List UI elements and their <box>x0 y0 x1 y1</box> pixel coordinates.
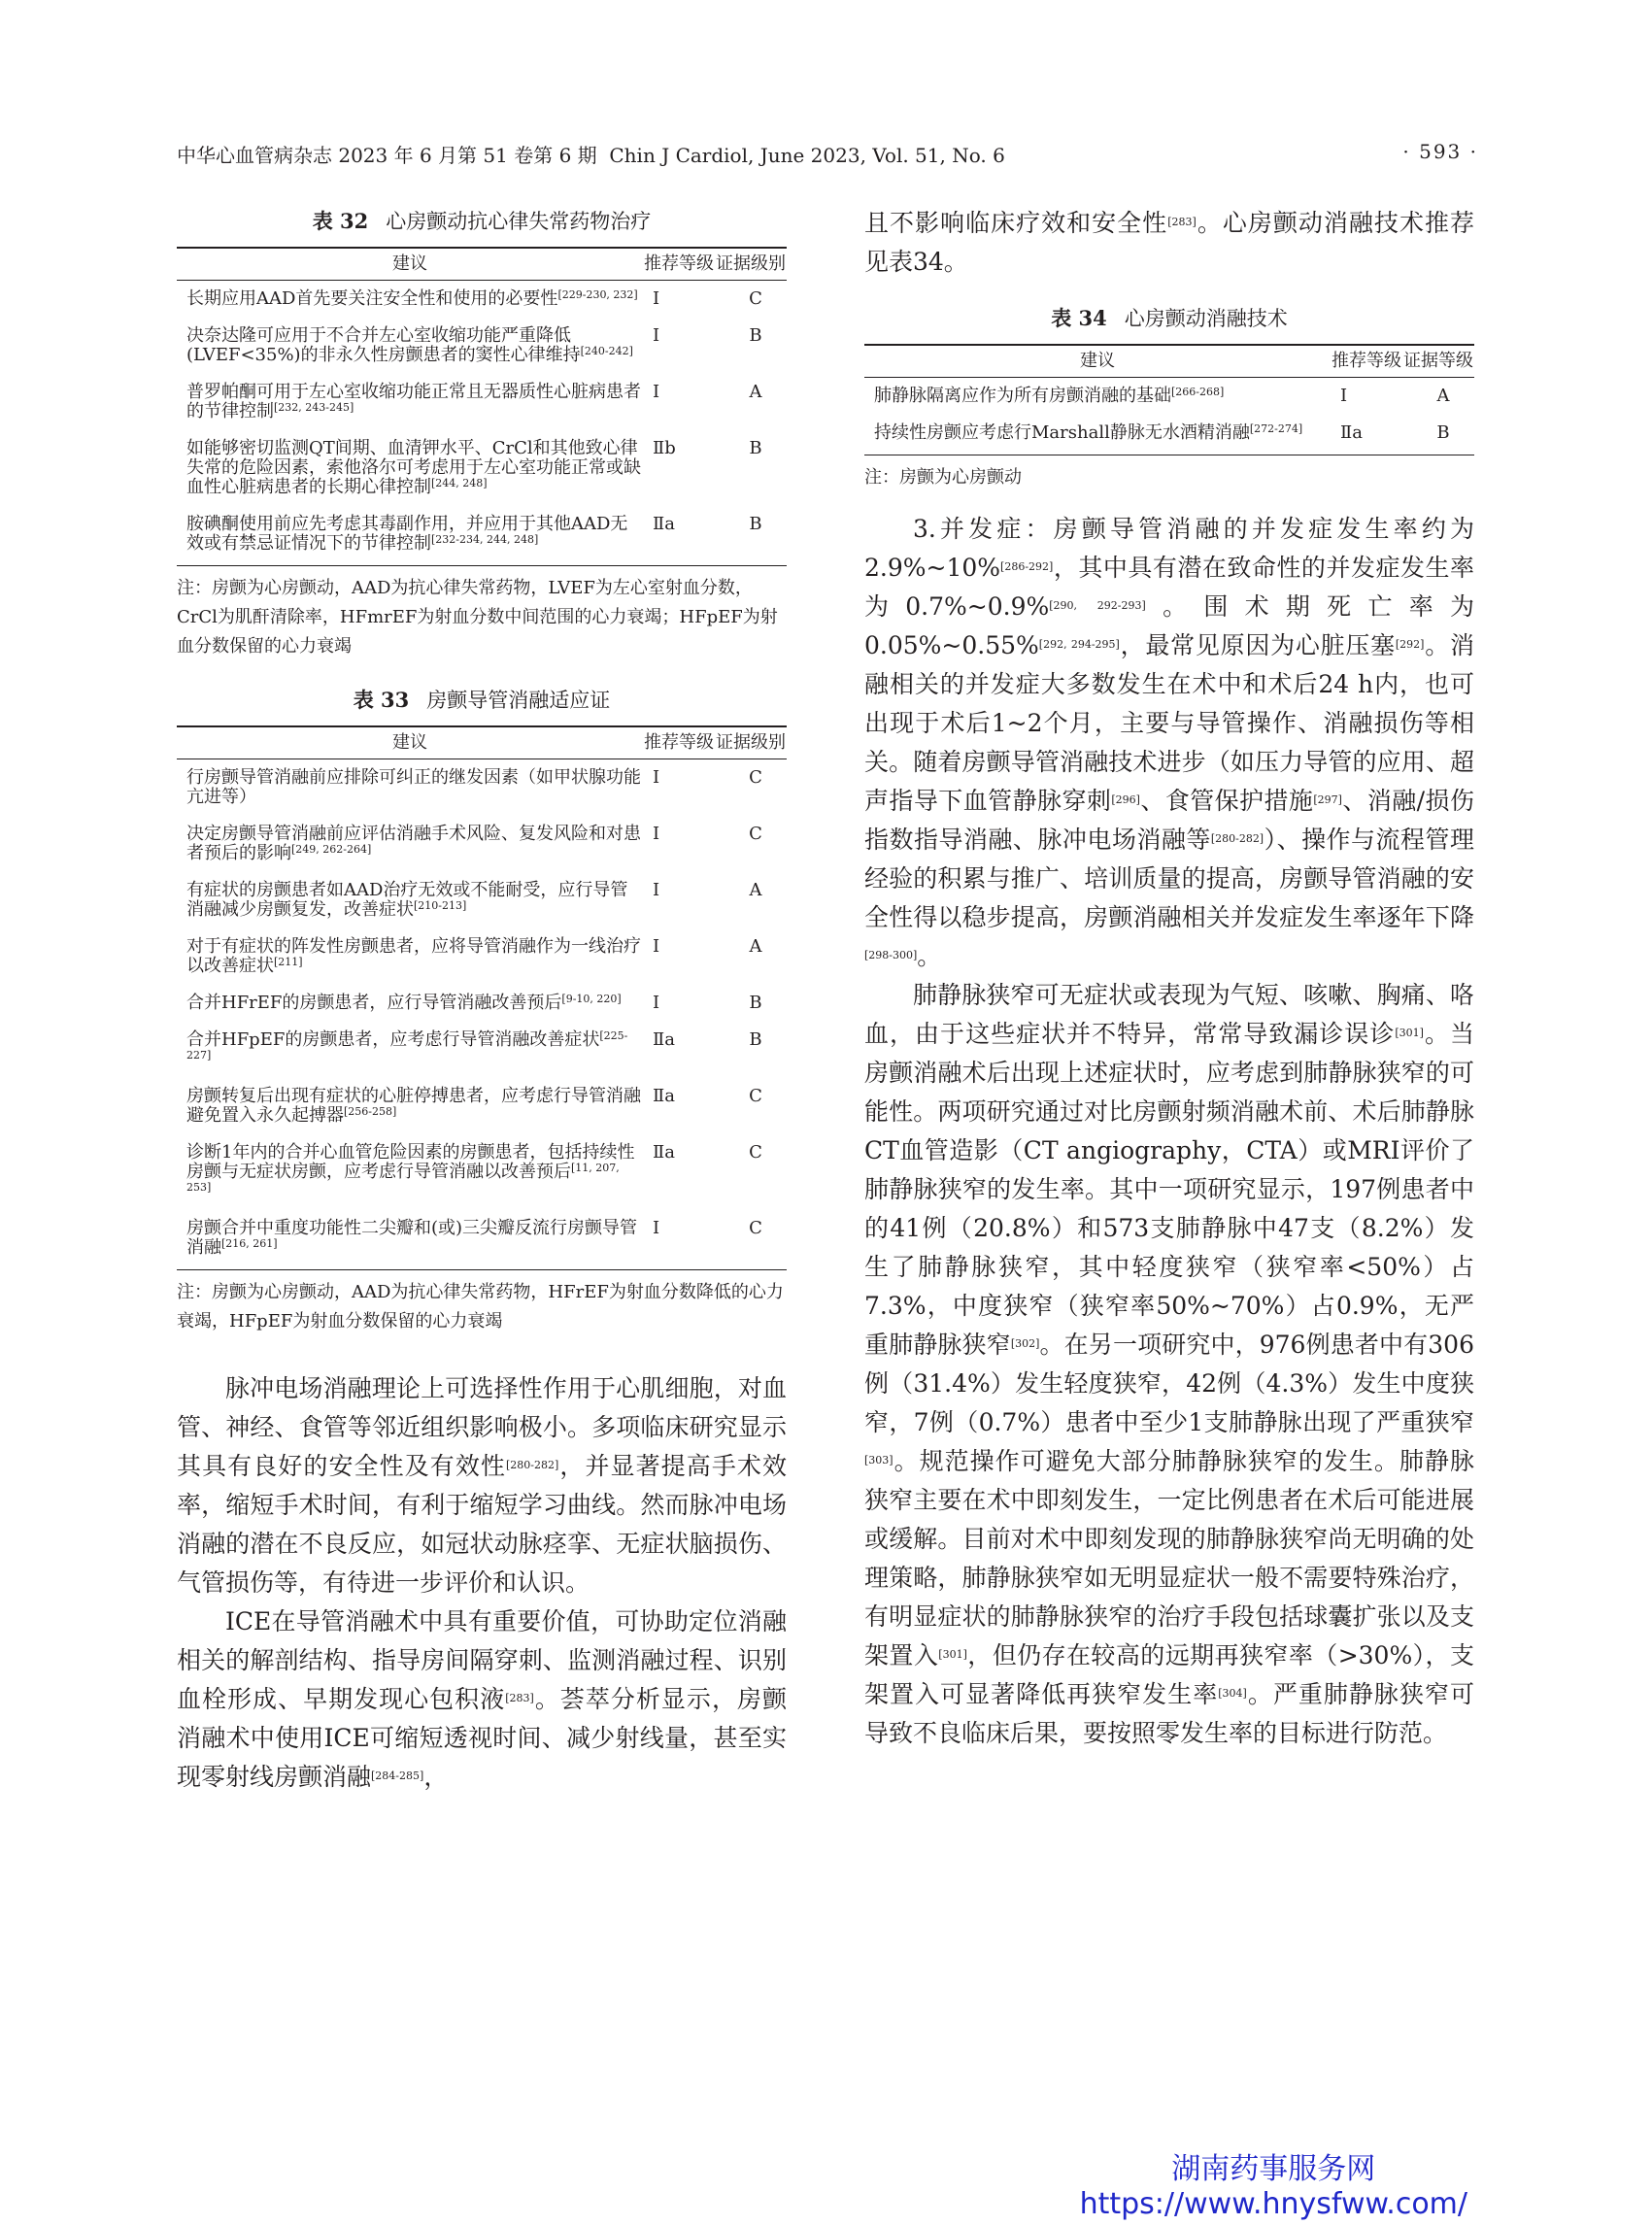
col-level <box>643 726 715 759</box>
col-evidence-text: 证据级别 <box>716 732 786 753</box>
evidence-cell: C <box>749 288 762 309</box>
table33 <box>177 725 787 1336</box>
level-cell: Ⅰ <box>653 382 660 402</box>
evidence-cell: B <box>749 325 762 346</box>
table-row <box>177 1022 787 1078</box>
col-recommendation: 建议 <box>392 732 427 753</box>
table34-caption: 表 34 心房颤动消融技术 <box>1051 306 1288 330</box>
level-cell: Ⅰ <box>653 880 660 900</box>
evidence-cell: A <box>749 936 762 957</box>
evidence-cell: C <box>749 1142 762 1163</box>
level-cell: Ⅱa <box>1340 422 1363 443</box>
col-evidence-text: 证据等级 <box>1403 351 1473 371</box>
recommendation-cell: 行房颤导管消融前应排除可纠正的继发因素（如甲状腺功能亢进等） <box>186 767 641 807</box>
evidence-cell: B <box>749 438 762 458</box>
level-cell: Ⅱa <box>653 1029 675 1050</box>
level-cell: Ⅱa <box>653 514 675 534</box>
table-row <box>177 374 787 430</box>
table-row <box>177 281 787 319</box>
evidence-cell: B <box>1436 422 1450 443</box>
watermark-site-name: 湖南药事服务网 <box>1171 2152 1376 2186</box>
evidence-cell: C <box>749 824 762 844</box>
recommendation-cell: 普罗帕酮可用于左心室收缩功能正常且无器质性心脏病患者的节律控制[232, 243-245] <box>186 382 641 421</box>
evidence-cell: C <box>749 1218 762 1238</box>
table-row <box>177 506 787 566</box>
table-row <box>177 430 787 506</box>
table33-note: 注：房颤为心房颤动，AAD为抗心律失常药物，HFrEF为射血分数降低的心力衰竭，HFpEF为射血分数保留的心力衰竭 <box>177 1270 787 1337</box>
table34 <box>864 344 1474 492</box>
evidence-cell: C <box>749 1086 762 1106</box>
level-cell: Ⅰ <box>653 1218 660 1238</box>
col-level-text: 推荐等级 <box>644 732 714 753</box>
table-row <box>177 816 787 872</box>
level-cell: Ⅰ <box>653 936 660 957</box>
level-cell: Ⅰ <box>653 824 660 844</box>
table-row <box>177 1078 787 1134</box>
recommendation-cell: 持续性房颤应考虑行Marshall静脉无水酒精消融[272-274] <box>874 422 1303 443</box>
col-level <box>643 248 715 281</box>
col-level-text: 推荐等级 <box>1332 351 1401 371</box>
col-evidence <box>1402 345 1474 378</box>
table-row <box>864 415 1474 455</box>
table32 <box>177 247 787 661</box>
level-cell: Ⅰ <box>653 767 660 788</box>
paragraph-pv-stenosis: 肺静脉狭窄可无症状或表现为气短、咳嗽、胸痛、咯血，由于这些症状并不特异，常常导致漏诊误诊[301]。当房颤消融术后出现上述症状时，应考虑到肺静脉狭窄的可能性。两项研究通过对比房颤射频消融术前、术后肺静脉CT血管造影（CT angiography，CTA）或MRI评价了肺静脉狭窄的发生率。其中一项研究显示，197例患者中的41例（20.8%）和573支肺静脉中47支（8.2%）发生了肺静脉狭窄，其中轻度狭窄（狭窄率<50%）占7.3%，中度狭窄（狭窄率50%~70%）占0.9%，无严重肺静脉狭窄[302]。在另一项研究中，976例患者中有306例（31.4%）发生轻度狭窄，42例（4.3%）发生中度狭窄，7例（0.7%）患者中至少1支肺静脉出现了严重狭窄[303]。规范操作可避免大部分肺静脉狭窄的发生。肺静脉狭窄主要在术中即刻发生，一定比例患者在术后可能进展或缓解。目前对术中即刻发现的肺静脉狭窄尚无明确的处理策略，肺静脉狭窄如无明显症状一般不需要特殊治疗，有明显症状的肺静脉狭窄的治疗手段包括球囊扩张以及支架置入[301]，但仍存在较高的远期再狭窄率（>30%），支架置入可显著降低再狭窄发生率[304]。严重肺静脉狭窄可导致不良临床后果，要按照零发生率的目标进行防范。 <box>864 981 1474 1747</box>
table-row <box>177 759 787 817</box>
col-evidence-text: 证据级别 <box>716 253 786 274</box>
journal-citation: 中华心血管病杂志 2023 年 6 月第 51 卷第 6 期 Chin J Cardiol, June 2023, Vol. 51, No. 6 <box>177 144 1005 167</box>
table34-note: 注：房颤为心房颤动 <box>864 455 1474 493</box>
table32-note: 注：房颤为心房颤动，AAD为抗心律失常药物，LVEF为左心室射血分数，CrCl为肌酐清除率，HFmrEF为射血分数中间范围的心力衰竭；HFpEF为射血分数保留的心力衰竭 <box>177 566 787 662</box>
level-cell: Ⅱa <box>653 1142 675 1163</box>
paragraph-complications: 3.并发症：房颤导管消融的并发症发生率约为2.9%~10%[286-292]，其中具有潜在致命性的并发症发生率为0.7%~0.9%[290, 292-293]。围术期死亡率为0.05%~0.55%[292, 294-295]，最常见原因为心脏压塞[292]。消融相关的并发症大多数发生在术中和术后24 h内，也可出现于术后1~2个月，主要与导管操作、消融损伤等相关。随着房颤导管消融技术进步（如压力导管的应用、超声指导下血管静脉穿刺[296]、食管保护措施[297]、消融/损伤指数指导消融、脉冲电场消融等[280-282]）、操作与流程管理经验的积累与推广、培训质量的提高，房颤导管消融的安全性得以稳步提高，房颤消融相关并发症发生率逐年下降[298-300]。 <box>864 515 1474 970</box>
paragraph-pfa: 脉冲电场消融理论上可选择性作用于心肌细胞，对血管、神经、食管等邻近组织影响极小。多项临床研究显示其具有良好的安全性及有效性[280-282]，并显著提高手术效率，缩短手术时间，有利于缩短学习曲线。然而脉冲电场消融的潜在不良反应，如冠状动脉痉挛、无症状脑损伤、气管损伤等，有待进一步评价和认识。 <box>177 1374 787 1597</box>
table-row <box>177 928 787 985</box>
recommendation-cell: 长期应用AAD首先要关注安全性和使用的必要性[229-230, 232] <box>186 288 638 309</box>
evidence-cell: A <box>749 382 762 402</box>
evidence-cell: A <box>1436 386 1450 406</box>
level-cell: Ⅱa <box>653 1086 675 1106</box>
col-evidence <box>715 726 787 759</box>
level-cell: Ⅱb <box>653 438 676 458</box>
right-column <box>864 204 1474 1753</box>
paragraph-ice: ICE在导管消融术中具有重要价值，可协助定位消融相关的解剖结构、指导房间隔穿刺、监测消融过程、识别血栓形成、早期发现心包积液[283]。荟萃分析显示，房颤消融术中使用ICE可缩短透视时间、减少射线量，甚至实现零射线房颤消融[284-285]， <box>177 1607 787 1791</box>
level-cell: Ⅰ <box>653 325 660 346</box>
col-level <box>1331 345 1402 378</box>
right-body <box>864 510 1474 1753</box>
table-row <box>177 1134 787 1210</box>
watermark-url[interactable]: https://www.hnysfww.com/ <box>1079 2187 1467 2221</box>
recommendation-cell: 房颤合并中重度功能性二尖瓣和(或)三尖瓣反流行房颤导管消融[216, 261] <box>186 1218 638 1258</box>
recommendation-cell: 决定房颤导管消融前应评估消融手术风险、复发风险和对患者预后的影响[249, 262-264] <box>186 824 641 863</box>
running-header <box>177 132 1478 171</box>
left-column <box>177 204 787 1797</box>
recommendation-cell: 诊断1年内的合并心血管危险因素的房颤患者，包括持续性房颤与无症状房颤，应考虑行导管消融以改善预后[11, 207, 253] <box>186 1142 635 1194</box>
col-level-text: 推荐等级 <box>644 253 714 274</box>
table32-caption: 表 32 心房颤动抗心律失常药物治疗 <box>312 209 652 233</box>
recommendation-cell: 对于有症状的阵发性房颤患者，应将导管消融作为一线治疗以改善症状[211] <box>186 936 641 976</box>
table-row <box>864 378 1474 416</box>
evidence-cell: B <box>749 993 762 1013</box>
left-body <box>177 1369 787 1797</box>
recommendation-cell: 肺静脉隔离应作为所有房颤消融的基础[266-268] <box>874 386 1225 406</box>
evidence-cell: C <box>749 767 762 788</box>
recommendation-cell: 如能够密切监测QT间期、血清钾水平、CrCl和其他致心律失常的危险因素，索他洛尔可考虑用于左心室功能正常或缺血性心脏病患者的长期心律控制[244, 248] <box>186 438 641 497</box>
evidence-cell: A <box>749 880 762 900</box>
recommendation-cell: 胺碘酮使用前应先考虑其毒副作用，并应用于其他AAD无效或有禁忌证情况下的节律控制[232-234, 244, 248] <box>186 514 628 554</box>
level-cell: Ⅰ <box>653 288 660 309</box>
col-recommendation: 建议 <box>392 253 427 274</box>
table33-caption: 表 33 房颤导管消融适应证 <box>353 688 611 712</box>
col-recommendation: 建议 <box>1080 351 1115 371</box>
recommendation-cell: 房颤转复后出现有症状的心脏停搏患者，应考虑行导管消融避免置入永久起搏器[256-258] <box>186 1086 641 1126</box>
page-number: · 593 · <box>1402 140 1478 163</box>
level-cell: Ⅰ <box>653 993 660 1013</box>
recommendation-cell: 合并HFrEF的房颤患者，应行导管消融改善预后[9-10, 220] <box>186 993 622 1013</box>
evidence-cell: B <box>749 514 762 534</box>
site-watermark[interactable] <box>1080 2152 1467 2222</box>
evidence-cell: B <box>749 1029 762 1050</box>
table-row <box>177 318 787 374</box>
table-row <box>177 872 787 928</box>
col-evidence <box>715 248 787 281</box>
recommendation-cell: 有症状的房颤患者如AAD治疗无效或不能耐受，应行导管消融减少房颤复发，改善症状[210-213] <box>186 880 628 920</box>
recommendation-cell: 决奈达隆可应用于不合并左心室收缩功能严重降低(LVEF<35%)的非永久性房颤患者的窦性心律维持[240-242] <box>186 325 633 365</box>
recommendation-cell: 合并HFpEF的房颤患者，应考虑行导管消融改善症状[225-227] <box>186 1029 628 1062</box>
table-row <box>177 985 787 1022</box>
paragraph-continued: 且不影响临床疗效和安全性[283]。心房颤动消融技术推荐见表34。 <box>864 209 1474 276</box>
table-row <box>177 1210 787 1270</box>
level-cell: Ⅰ <box>1340 386 1348 406</box>
